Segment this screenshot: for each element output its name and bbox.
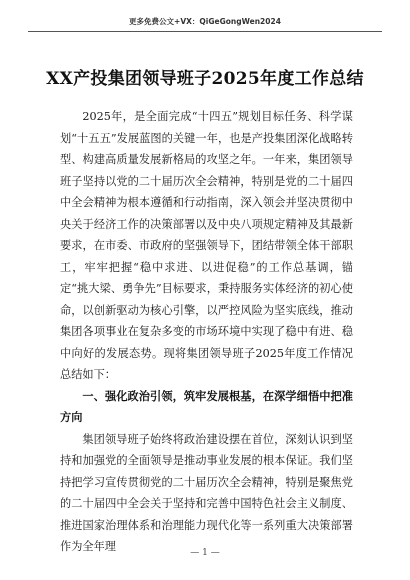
header-note: 更多免费公文+VX：QiGeGongWen2024 <box>129 17 281 26</box>
header-divider <box>28 31 382 32</box>
document-body <box>60 106 353 558</box>
section-1-paragraph: 集团领导班子始终将政治建设摆在首位，深刻认识到坚持和加强党的全面领导是推动事业发展的根本保证。我们坚持把学习宣传贯彻党的二十届历次全会精神，特别是聚焦党的二十届四中全会关于坚持和完善中国特色社会主义制度、推进国家治理体系和治理能力现代化等一系列重大决策部署作为全年理 <box>60 432 353 553</box>
page-number: — 1 — <box>190 548 220 558</box>
document-title: XX产投集团领导班子2025年度工作总结 <box>46 69 364 89</box>
intro-paragraph: 2025年，是全面完成“十四五”规划目标任务、科学谋划“十五五”发展蓝图的关键一年，也是产投集团深化战略转型、构建高质量发展新格局的攻坚之年。一年来，集团领导班子坚持以党的二十届历次全会精神，特别是党的二十届四中全会精神为根本遵循和行动指南，深入领会并坚决贯彻中央关于经济工作的决策部署以及中央八项规定精神及其最新要求，在市委、市政府的坚强领导下，团结带领全体干部职工，牢牢把握“稳中求进、以进促稳”的工作总基调，锚定“挑大梁、勇争先”目标要求，秉持服务实体经济的初心使命，以创新驱动为核心引擎，以严控风险为坚实底线，推动集团各项事业在复杂多变的市场环境中实现了稳中有进、稳中向好的发展态势。现将集团领导班子2025年度工作情况总结如下： <box>60 110 353 381</box>
section-heading-1: 一、强化政治引领，筑牢发展根基，在深学细悟中把准方向 <box>60 389 353 424</box>
